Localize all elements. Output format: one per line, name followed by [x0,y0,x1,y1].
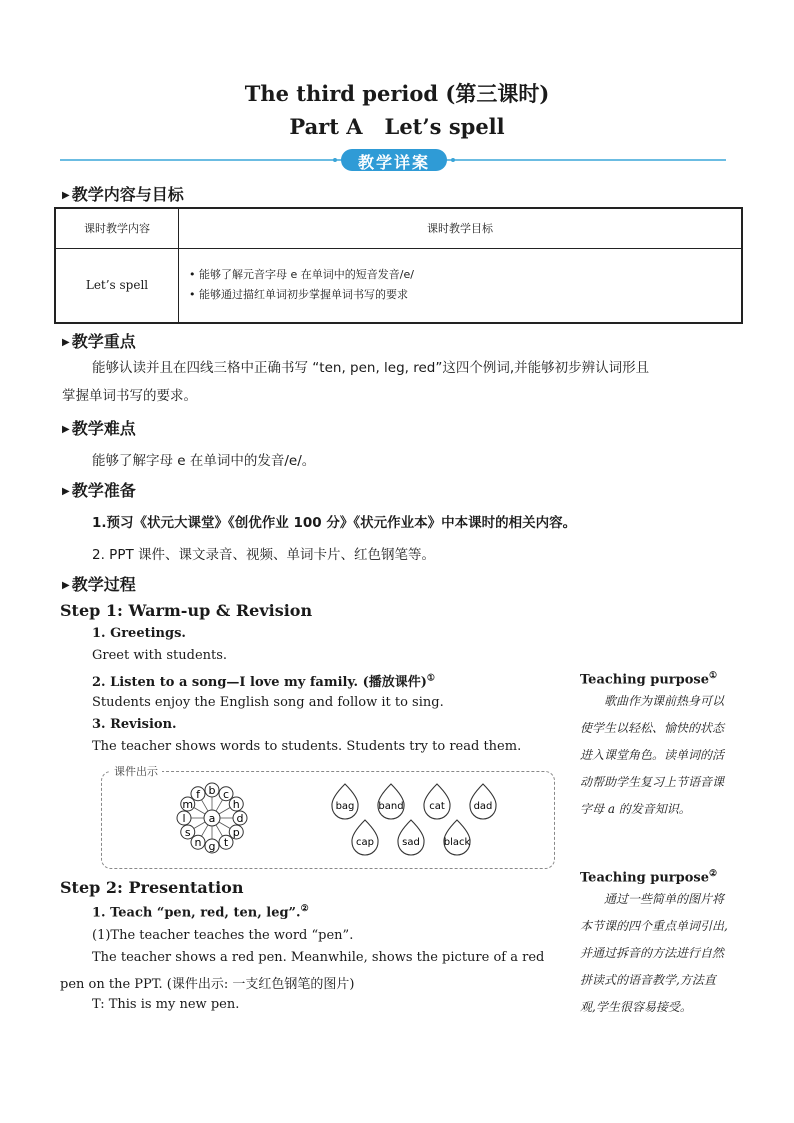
purpose2-line: 观,学生很容易接受。 [580,1000,692,1014]
goal-item: • 能够了解元音字母 e 在单词中的短音发音/e/ [189,268,414,282]
section-process: ▶ 教学过程 [62,575,136,594]
footnote-marker: ② [709,869,718,879]
word-drop [424,784,450,819]
purpose2-line: 并通过拆音的方法进行自然 [580,946,725,960]
wheel-letter: l [182,812,186,825]
word-drop [352,820,378,855]
wheel-letter: d [236,812,244,825]
key-points-line-1: 能够认读并且在四线三格中正确书写 “ten, pen, leg, red”这四个例词,并能够初步辨认词形且 [92,360,650,376]
letter-wheel [177,783,247,853]
step1-item3-text: The teacher shows words to students. Students try to read them. [92,739,522,754]
purpose2-title: Teaching purpose② [580,869,718,886]
drop-word: sad [402,837,420,848]
wheel-letter: n [194,836,202,850]
difficulties-text: 能够了解字母 e 在单词中的发音/e/。 [92,453,316,469]
wheel-spoke [219,822,230,829]
wheel-spoke [202,800,209,811]
wheel-spoke [216,800,223,811]
drop-word: cat [429,801,445,812]
purpose2-line: 拼读式的语音教学,方法直 [580,973,716,987]
wheel-letter: c [222,787,230,801]
courseware-label: 课件出示 [110,763,162,779]
table-header-goals: 课时教学目标 [179,208,743,248]
page-subtitle [0,114,794,139]
wheel-letter: m [182,798,194,811]
drop-word: bag [335,801,355,812]
purpose1-body [580,688,752,823]
wheel-spoke [216,825,223,836]
subtitle-part: Part A [289,114,363,139]
courseware-graphic [160,780,540,860]
footnote-marker: ① [709,671,718,681]
table-header-content: 课时教学内容 [55,208,179,248]
word-drop [470,784,496,819]
purpose1-line: 进入课堂角色。读单词的活 [580,748,725,762]
purpose2-line: 通过一些简单的图片将 [604,892,725,906]
subtitle-name: Let’s spell [384,114,505,139]
step1-item2-title: 2. Listen to a song—I love my family. (播放课件)① [92,673,435,690]
section-arrow-icon: ▶ [62,190,70,201]
step1-item1-title: 1. Greetings. [92,626,186,641]
word-drop [444,820,471,855]
section-difficulties: ▶ 教学难点 [62,419,136,438]
drop-word: black [443,837,471,848]
wheel-spoke [194,808,205,815]
prep-item-1: 1.预习《状元大课堂》《创优作业 100 分》《状元作业本》中本课时的相关内容。 [92,515,577,531]
drop-word: dad [473,801,493,812]
drop-word: band [378,801,404,812]
step1-item1-text: Greet with students. [92,648,228,663]
step1-item3-title: 3. Revision. [92,717,177,732]
wheel-letter: g [208,840,216,853]
step2-item1-title: 1. Teach “pen, red, ten, leg”.② [92,904,309,921]
step2-para-1: (1)The teacher teaches the word “pen”. [92,928,354,943]
wheel-spoke [194,822,205,829]
word-drop [332,784,358,819]
section-arrow-icon: ▶ [62,424,70,435]
objectives-table [54,207,743,324]
word-drops [332,784,496,855]
table-row-content: Let’s spell [55,248,179,323]
wheel-letter: h [232,798,240,811]
banner-text: 教学详案 [357,153,430,172]
prep-item-2: 2. PPT 课件、课文录音、视频、单词卡片、红色钢笔等。 [92,547,435,563]
purpose1-line: 使学生以轻松、愉快的状态 [580,721,725,735]
key-points-line-2: 掌握单词书写的要求。 [62,388,197,404]
word-drop [398,820,424,855]
wheel-letter: p [232,826,240,839]
goal-item: • 能够通过描红单词初步掌握单词书写的要求 [189,288,408,302]
section-key-points: ▶ 教学重点 [62,332,136,351]
step1-title: Step 1: Warm-up & Revision [60,601,313,620]
drop-word: cap [356,837,374,848]
wheel-letter: s [184,826,191,839]
step2-para-3: T: This is my new pen. [92,997,240,1012]
purpose1-title: Teaching purpose① [580,671,718,688]
wheel-spoke [202,825,209,836]
wheel-letter: b [208,784,216,797]
step2-para-2a: The teacher shows a red pen. Meanwhile, shows the picture of a red [92,950,545,965]
wheel-center-letter: a [208,812,216,825]
table-row-goals [179,248,743,323]
step2-para-2b: pen on the PPT. (课件出示: 一支红色钢笔的图片) [60,977,355,992]
section-arrow-icon: ▶ [62,486,70,497]
page-title: The third period (第三课时) [244,81,550,106]
purpose2-body [580,886,752,1021]
lesson-banner [60,148,726,174]
section-content: ▶ 教学内容与目标 [62,185,184,204]
footnote-marker: ① [426,673,435,684]
purpose1-line: 动帮助学生复习上节语音课 [580,775,725,789]
step2-title: Step 2: Presentation [60,878,244,897]
section-preparation: ▶ 教学准备 [62,481,136,500]
wheel-letter: f [196,787,200,801]
section-arrow-icon: ▶ [62,337,70,348]
footnote-marker: ② [300,904,309,914]
wheel-spoke [219,808,230,815]
wheel-letter: t [223,836,229,850]
step1-item2-text: Students enjoy the English song and follow it to sing. [92,695,444,710]
purpose2-line: 本节课的四个重点单词引出, [580,919,728,933]
section-arrow-icon: ▶ [62,580,70,591]
purpose1-line: 歌曲作为课前热身可以 [604,694,725,708]
word-drop [378,784,404,819]
purpose1-line: 字母 a 的发音知识。 [580,802,691,816]
